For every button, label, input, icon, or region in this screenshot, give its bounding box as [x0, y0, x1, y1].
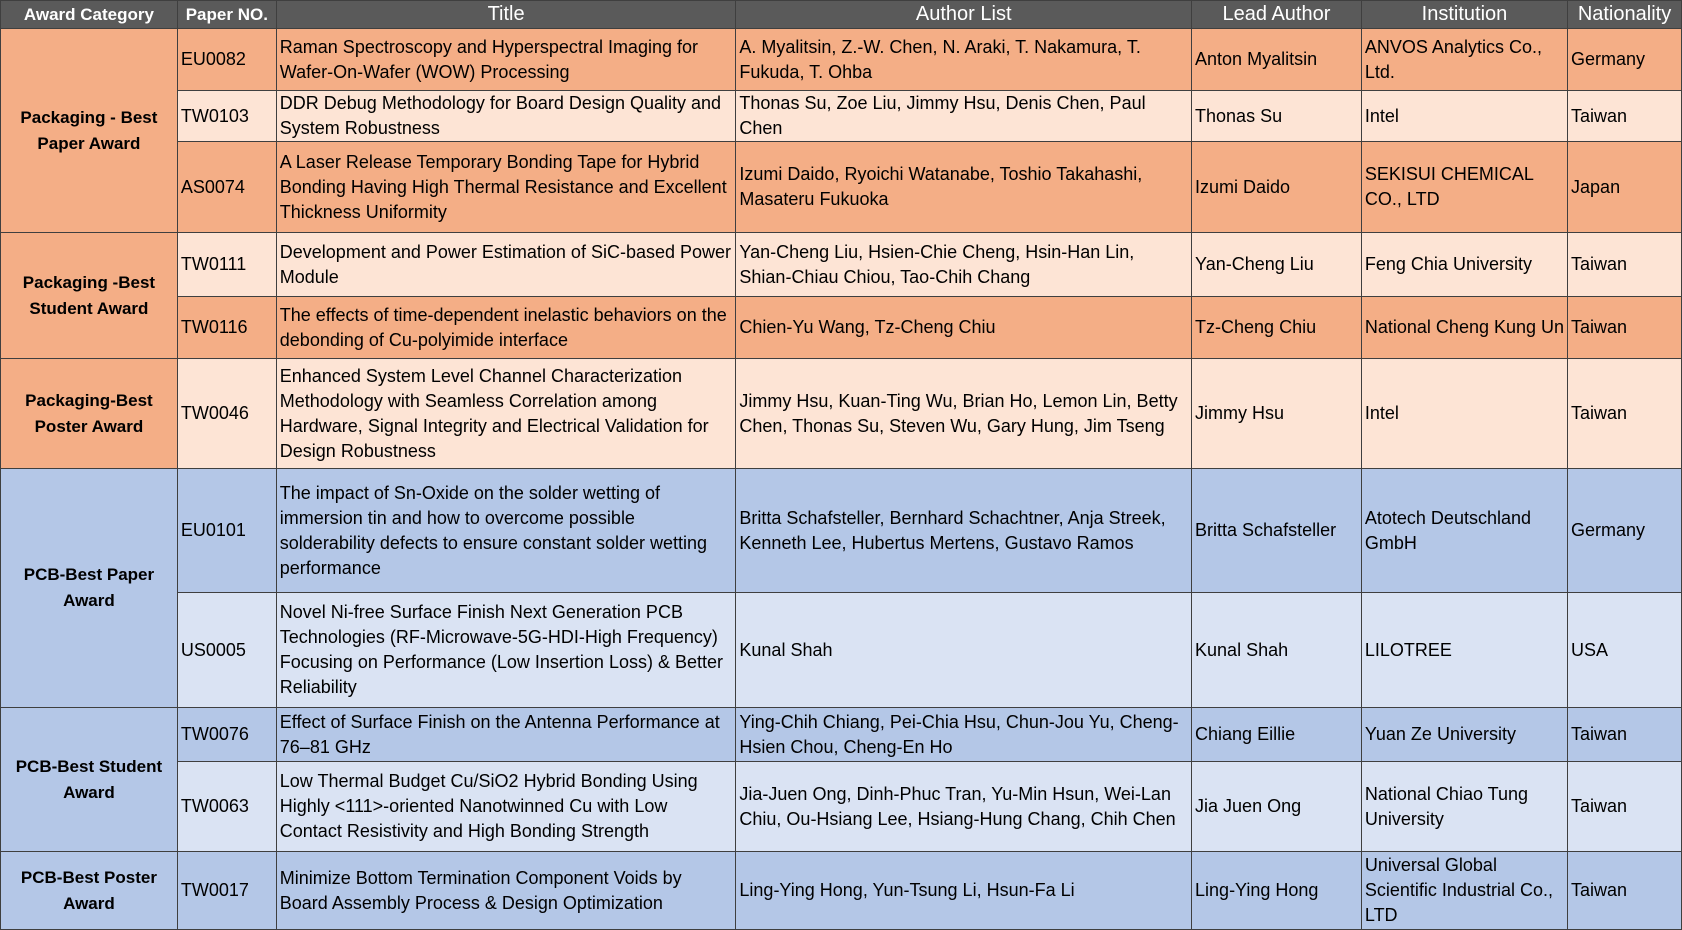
award-category-cell: Packaging - Best Paper Award [1, 29, 178, 233]
author-list-cell: Jia-Juen Ong, Dinh-Phuc Tran, Yu-Min Hsun, Wei-Lan Chiu, Ou-Hsiang Lee, Hsiang-Hung Chang, Chih Chen [736, 762, 1192, 852]
title-cell: Low Thermal Budget Cu/SiO2 Hybrid Bonding Using Highly <111>-oriented Nanotwinned Cu with Low Contact Resistivity and High Bonding Strength [276, 762, 736, 852]
award-category-cell: PCB-Best Student Award [1, 708, 178, 852]
title-cell: Minimize Bottom Termination Component Voids by Board Assembly Process & Design Optimization [276, 852, 736, 930]
author-list-cell: Thonas Su, Zoe Liu, Jimmy Hsu, Denis Chen, Paul Chen [736, 91, 1192, 142]
paper-no-cell: TW0076 [177, 708, 276, 762]
lead-author-cell: Ling-Ying Hong [1192, 852, 1362, 930]
author-list-cell: Chien-Yu Wang, Tz-Cheng Chiu [736, 297, 1192, 359]
nationality-cell: Taiwan [1568, 708, 1682, 762]
institution-cell: SEKISUI CHEMICAL CO., LTD [1361, 142, 1567, 233]
table-row [1, 233, 1682, 297]
lead-author-cell: Jimmy Hsu [1192, 359, 1362, 469]
nationality-cell: Taiwan [1568, 762, 1682, 852]
lead-author-cell: Britta Schafsteller [1192, 469, 1362, 593]
table-row [1, 359, 1682, 469]
nationality-cell: USA [1568, 593, 1682, 708]
institution-cell: Yuan Ze University [1361, 708, 1567, 762]
lead-author-cell: Jia Juen Ong [1192, 762, 1362, 852]
author-list-cell: Izumi Daido, Ryoichi Watanabe, Toshio Takahashi, Masateru Fukuoka [736, 142, 1192, 233]
paper-no-cell: AS0074 [177, 142, 276, 233]
paper-no-cell: EU0082 [177, 29, 276, 91]
author-list-cell: Ling-Ying Hong, Yun-Tsung Li, Hsun-Fa Li [736, 852, 1192, 930]
title-cell: Raman Spectroscopy and Hyperspectral Imaging for Wafer-On-Wafer (WOW) Processing [276, 29, 736, 91]
award-category-cell: Packaging-Best Poster Award [1, 359, 178, 469]
title-cell: Enhanced System Level Channel Characterization Methodology with Seamless Correlation among Hardware, Signal Integrity and Electrical Validation for Design Robustness [276, 359, 736, 469]
institution-cell: Feng Chia University [1361, 233, 1567, 297]
paper-no-cell: TW0103 [177, 91, 276, 142]
lead-author-cell: Yan-Cheng Liu [1192, 233, 1362, 297]
table-row [1, 297, 1682, 359]
institution-cell: LILOTREE [1361, 593, 1567, 708]
institution-cell: ANVOS Analytics Co., Ltd. [1361, 29, 1567, 91]
institution-cell: Universal Global Scientific Industrial Co., LTD [1361, 852, 1567, 930]
title-cell: DDR Debug Methodology for Board Design Quality and System Robustness [276, 91, 736, 142]
lead-author-cell: Tz-Cheng Chiu [1192, 297, 1362, 359]
institution-cell: National Cheng Kung Un [1361, 297, 1567, 359]
header-title: Title [276, 1, 736, 29]
nationality-cell: Taiwan [1568, 233, 1682, 297]
lead-author-cell: Izumi Daido [1192, 142, 1362, 233]
author-list-cell: Jimmy Hsu, Kuan-Ting Wu, Brian Ho, Lemon Lin, Betty Chen, Thonas Su, Steven Wu, Gary Hung, Jim Tseng [736, 359, 1192, 469]
award-category-cell: PCB-Best Poster Award [1, 852, 178, 930]
table-row [1, 91, 1682, 142]
header-lead-author: Lead Author [1192, 1, 1362, 29]
table-row [1, 469, 1682, 593]
author-list-cell: Britta Schafsteller, Bernhard Schachtner, Anja Streek, Kenneth Lee, Hubertus Mertens, Gustavo Ramos [736, 469, 1192, 593]
nationality-cell: Taiwan [1568, 91, 1682, 142]
title-cell: Novel Ni-free Surface Finish Next Generation PCB Technologies (RF-Microwave-5G-HDI-High Frequency) Focusing on Performance (Low Insertion Loss) & Better Reliability [276, 593, 736, 708]
paper-no-cell: TW0063 [177, 762, 276, 852]
nationality-cell: Japan [1568, 142, 1682, 233]
award-category-cell: Packaging -Best Student Award [1, 233, 178, 359]
paper-no-cell: TW0111 [177, 233, 276, 297]
nationality-cell: Taiwan [1568, 297, 1682, 359]
table-row [1, 593, 1682, 708]
title-cell: Development and Power Estimation of SiC-based Power Module [276, 233, 736, 297]
table-row [1, 142, 1682, 233]
nationality-cell: Germany [1568, 469, 1682, 593]
paper-no-cell: TW0116 [177, 297, 276, 359]
header-nationality: Nationality [1568, 1, 1682, 29]
table-row [1, 708, 1682, 762]
table-row [1, 29, 1682, 91]
institution-cell: National Chiao Tung University [1361, 762, 1567, 852]
title-cell: A Laser Release Temporary Bonding Tape for Hybrid Bonding Having High Thermal Resistance and Excellent Thickness Uniformity [276, 142, 736, 233]
author-list-cell: A. Myalitsin, Z.-W. Chen, N. Araki, T. Nakamura, T. Fukuda, T. Ohba [736, 29, 1192, 91]
lead-author-cell: Anton Myalitsin [1192, 29, 1362, 91]
header-author-list: Author List [736, 1, 1192, 29]
paper-no-cell: EU0101 [177, 469, 276, 593]
institution-cell: Intel [1361, 359, 1567, 469]
title-cell: The effects of time-dependent inelastic behaviors on the debonding of Cu-polyimide interface [276, 297, 736, 359]
nationality-cell: Germany [1568, 29, 1682, 91]
author-list-cell: Yan-Cheng Liu, Hsien-Chie Cheng, Hsin-Han Lin, Shian-Chiau Chiou, Tao-Chih Chang [736, 233, 1192, 297]
title-cell: Effect of Surface Finish on the Antenna Performance at 76–81 GHz [276, 708, 736, 762]
author-list-cell: Ying-Chih Chiang, Pei-Chia Hsu, Chun-Jou Yu, Cheng-Hsien Chou, Cheng-En Ho [736, 708, 1192, 762]
institution-cell: Atotech Deutschland GmbH [1361, 469, 1567, 593]
title-cell: The impact of Sn-Oxide on the solder wetting of immersion tin and how to overcome possible solderability defects to ensure constant solder wetting performance [276, 469, 736, 593]
lead-author-cell: Chiang Eillie [1192, 708, 1362, 762]
paper-no-cell: TW0017 [177, 852, 276, 930]
header-paper-no: Paper NO. [177, 1, 276, 29]
header-institution: Institution [1361, 1, 1567, 29]
author-list-cell: Kunal Shah [736, 593, 1192, 708]
nationality-cell: Taiwan [1568, 359, 1682, 469]
table-row [1, 852, 1682, 930]
paper-no-cell: US0005 [177, 593, 276, 708]
nationality-cell: Taiwan [1568, 852, 1682, 930]
lead-author-cell: Thonas Su [1192, 91, 1362, 142]
table-row [1, 762, 1682, 852]
lead-author-cell: Kunal Shah [1192, 593, 1362, 708]
institution-cell: Intel [1361, 91, 1567, 142]
header-row [1, 1, 1682, 29]
award-category-cell: PCB-Best Paper Award [1, 469, 178, 708]
header-award-category: Award Category [1, 1, 178, 29]
paper-no-cell: TW0046 [177, 359, 276, 469]
